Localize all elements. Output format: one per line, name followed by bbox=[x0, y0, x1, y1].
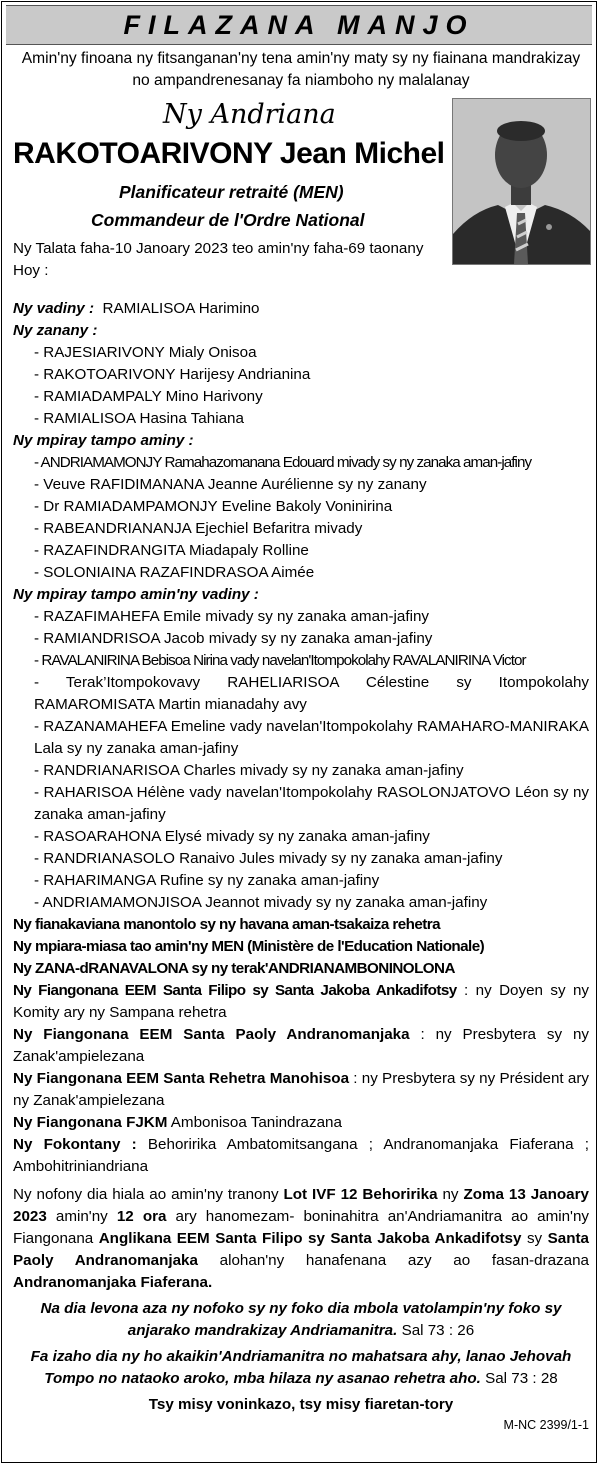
list-item: - RAZAFIMAHEFA Emile mivady sy ny zanaka aman-jafiny bbox=[34, 608, 429, 625]
church-line bbox=[13, 1068, 589, 1112]
list-item: - RAHARIMANGA Rufine sy ny zanaka aman-jafiny bbox=[34, 872, 380, 889]
inlaws-label: Ny mpiray tampo amin'ny vadiny : bbox=[13, 586, 259, 603]
announcement-hoy: Hoy : bbox=[13, 262, 49, 279]
closing-line: Tsy misy voninkazo, tsy misy fiaretan-tory bbox=[148, 1396, 454, 1413]
list-item: - RAZANAMAHEFA Emeline vady navelan'Itompokolahy RAMAHARO-MANIRAKA Lala sy ny zanaka aman-jafiny bbox=[34, 718, 589, 757]
church-detail: : ny Doyen sy ny Komity ary ny Sampana rehetra bbox=[13, 982, 589, 1021]
funeral-church: Santa Paoly Andranomanjaka bbox=[13, 1230, 589, 1269]
list-item: - RAKOTOARIVONY Harijesy Andrianina bbox=[34, 366, 311, 383]
church-name: Ny Fiangonana FJKM bbox=[13, 1114, 168, 1131]
notice-banner: FILAZANA MANJO bbox=[6, 5, 592, 45]
church-detail: Ambonisoa Tanindrazana bbox=[167, 1114, 342, 1131]
verse-ref: Sal 73 : 26 bbox=[397, 1322, 475, 1339]
verse-ref: Sal 73 : 28 bbox=[480, 1370, 558, 1387]
funeral-text: ny bbox=[437, 1186, 464, 1203]
funeral-paragraph bbox=[13, 1184, 589, 1294]
list-item: - ANDRIAMAMONJY Ramahazomanana Edouard mivady sy ny zanaka aman-jafiny bbox=[34, 454, 532, 471]
funeral-burial-place: Andranomanjaka Fiaferana. bbox=[13, 1274, 213, 1291]
verse-1 bbox=[13, 1298, 589, 1342]
list-item: - Dr RAMIADAMPAMONJY Eveline Bakoly Voninirina bbox=[34, 498, 393, 515]
family-line: Ny ZANA-dRANAVALONA sy ny terak'ANDRIANAMBONINOLONA bbox=[13, 960, 455, 977]
church-detail: : ny Presbytera sy ny Zanak'ampielezana bbox=[13, 1026, 589, 1065]
list-item: - RABEANDRIANANJA Ejechiel Befaritra mivady bbox=[34, 520, 363, 537]
funeral-time: 12 ora bbox=[116, 1208, 167, 1225]
list-item: - RASOARAHONA Elysé mivady sy ny zanaka aman-jafiny bbox=[34, 828, 430, 845]
verse-text: Na dia levona aza ny nofoko sy ny foko dia mbola vatolampin'ny foko sy anjarako mandrakizay Andriamanitra. bbox=[40, 1300, 562, 1339]
family-line: Ny fianakaviana manontolo sy ny havana aman-tsakaiza rehetra bbox=[13, 916, 441, 933]
children-label: Ny zanany : bbox=[13, 322, 98, 339]
list-item: - RANDRIANARISOA Charles mivady sy ny zanaka aman-jafiny bbox=[34, 762, 464, 779]
verse-2 bbox=[13, 1346, 589, 1390]
list-item: - Veuve RAFIDIMANANA Jeanne Aurélienne sy ny zanany bbox=[34, 476, 427, 493]
spouse-name: RAMIALISOA Harimino bbox=[102, 300, 260, 317]
portrait-photo bbox=[452, 98, 591, 265]
list-item: - ANDRIAMAMONJISOA Jeannot mivady sy ny zanaka aman-jafiny bbox=[34, 894, 488, 911]
fokontany-line bbox=[13, 1134, 589, 1178]
spouse-line bbox=[13, 298, 589, 320]
intro-text: Amin'ny finoana ny fitsanganan'ny tena amin'ny maty sy ny fiainana mandrakizay no ampandrenesanay fa niamboho ny malalanay bbox=[21, 50, 581, 89]
fokontany-detail: Behoririka Ambatomitsangana ; Andranomanjaka Fiaferana ; Ambohitriniandriana bbox=[13, 1136, 589, 1175]
church-detail: : ny Presbytera sy ny Président ary ny Zanak'ampielezana bbox=[13, 1070, 589, 1109]
list-item: - RAJESIARIVONY Mialy Onisoa bbox=[34, 344, 257, 361]
notice-body bbox=[13, 48, 589, 1434]
title-line: Commandeur de l'Ordre National bbox=[91, 210, 365, 230]
funeral-text: ary hanomezam- boninahitra an'Andriamanitra ao amin'ny Fiangonana bbox=[13, 1208, 589, 1247]
funeral-church: Anglikana EEM Santa Filipo sy Santa Jakoba Ankadifotsy bbox=[98, 1230, 522, 1247]
list-item: - RAHARISOA Hélène vady navelan'Itompokolahy RASOLONJATOVO Léon sy ny zanaka aman-jafiny bbox=[34, 784, 589, 823]
siblings-label: Ny mpiray tampo aminy : bbox=[13, 432, 194, 449]
list-item: - RAVALANIRINA Bebisoa Nirina vady navelan'Itompokolahy RAVALANIRINA Victor bbox=[34, 652, 526, 669]
spouse-label: Ny vadiny : bbox=[13, 300, 95, 317]
list-item: - SOLONIAINA RAZAFINDRASOA Aimée bbox=[34, 564, 315, 581]
funeral-text: alohan'ny hanafenana azy ao fasan-drazana bbox=[197, 1252, 589, 1269]
funeral-text: amin'ny bbox=[46, 1208, 117, 1225]
deceased-name: RAKOTOARIVONY Jean Michel bbox=[13, 137, 445, 170]
funeral-address: Lot IVF 12 Behoririka bbox=[283, 1186, 438, 1203]
list-item: - RANDRIANASOLO Ranaivo Jules mivady sy ny zanaka aman-jafiny bbox=[34, 850, 503, 867]
list-item: - RAMIANDRISOA Jacob mivady sy ny zanaka aman-jafiny bbox=[34, 630, 433, 647]
family-line: Ny mpiara-miasa tao amin'ny MEN (Ministère de l'Education Nationale) bbox=[13, 938, 485, 955]
list-item: - RAMIADAMPALY Mino Harivony bbox=[34, 388, 263, 405]
funeral-text: Ny nofony dia hiala ao amin'ny tranony bbox=[13, 1186, 284, 1203]
funeral-text: sy bbox=[521, 1230, 548, 1247]
church-line bbox=[13, 1112, 589, 1134]
church-line bbox=[13, 980, 589, 1024]
fokontany-label: Ny Fokontany : bbox=[13, 1136, 137, 1153]
church-name: Ny Fiangonana EEM Santa Paoly Andranomanjaka bbox=[13, 1026, 410, 1043]
list-item: - Terak’Itompokovavy RAHELIARISOA Célestine sy Itompokolahy RAMAROMISATA Martin mianadahy avy bbox=[34, 674, 589, 713]
header-block bbox=[13, 92, 589, 298]
list-item: - RAZAFINDRANGITA Miadapaly Rolline bbox=[34, 542, 309, 559]
announcement: Ny Talata faha-10 Janoary 2023 teo amin'ny faha-69 taonany bbox=[13, 240, 424, 257]
funeral-date: Zoma 13 Janoary 2023 bbox=[13, 1186, 589, 1225]
church-name: Ny Fiangonana EEM Santa Filipo sy Santa Jakoba Ankadifotsy bbox=[13, 982, 457, 999]
title-line: Planificateur retraité (MEN) bbox=[119, 182, 344, 202]
church-name: Ny Fiangonana EEM Santa Rehetra Manohisoa bbox=[13, 1070, 350, 1087]
church-line bbox=[13, 1024, 589, 1068]
honorific: Ny Andriana bbox=[163, 99, 336, 130]
verse-text: Fa izaho dia ny ho akaikin'Andriamanitra no mahatsara ahy, lanao Jehovah Tompo no nataoko aroko, mba hilaza ny asanao rehetra aho. bbox=[30, 1348, 572, 1387]
reference-code: M-NC 2399/1-1 bbox=[503, 1418, 589, 1432]
list-item: - RAMIALISOA Hasina Tahiana bbox=[34, 410, 244, 427]
